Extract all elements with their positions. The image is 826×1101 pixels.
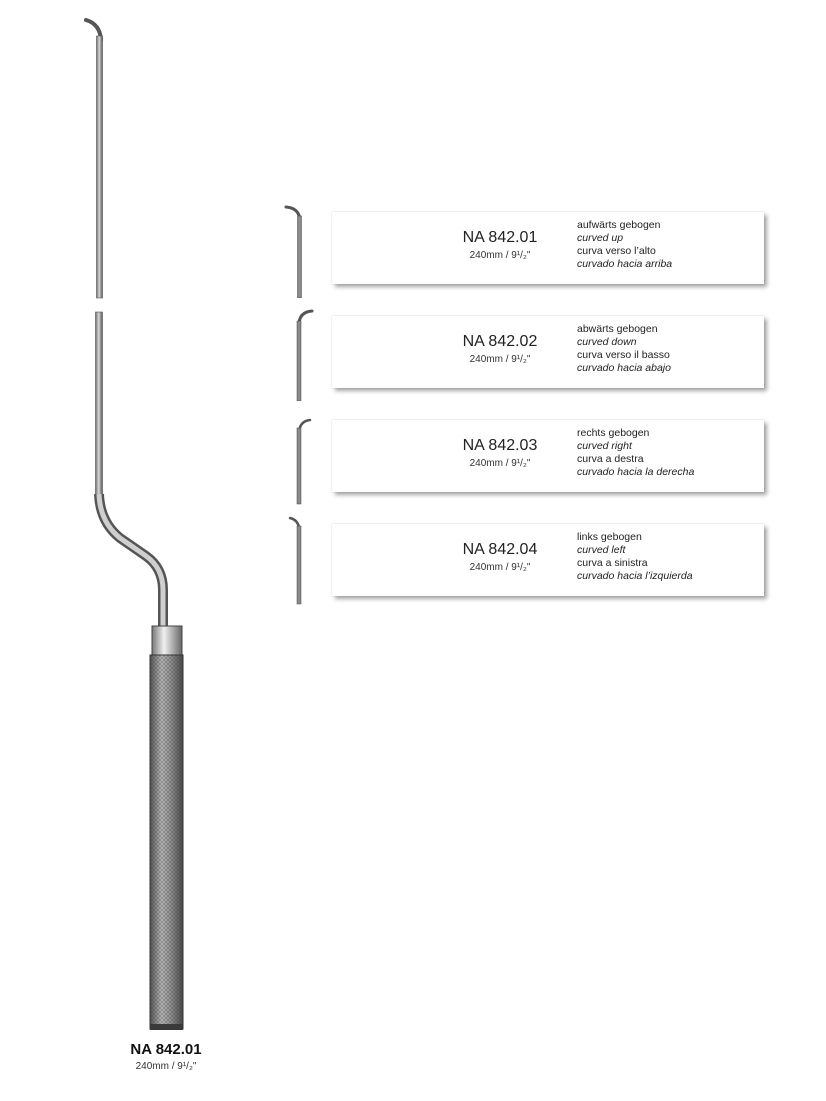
variant-size: 240mm / 9¹/₂"	[469, 250, 531, 261]
desc-it: curva verso l’alto	[577, 245, 656, 257]
desc-de: abwärts gebogen	[577, 323, 658, 335]
variant-description	[577, 323, 671, 375]
tip-curved-up-icon	[282, 202, 322, 298]
desc-de: rechts gebogen	[577, 427, 650, 439]
desc-es: curvado hacia abajo	[577, 362, 671, 374]
variant-card-1	[332, 212, 764, 284]
variant-code: NA 842.01	[462, 229, 538, 246]
tip-curved-left-icon	[282, 512, 322, 608]
variant-card-2	[332, 316, 764, 388]
desc-it: curva a sinistra	[577, 557, 648, 569]
desc-es: curvado hacia la derecha	[577, 466, 695, 478]
main-product-code: NA 842.01	[130, 1041, 202, 1058]
tip-curved-down-icon	[282, 305, 322, 401]
main-product-size: 240mm / 9¹/₂"	[135, 1061, 197, 1072]
variant-code: NA 842.02	[462, 333, 538, 350]
desc-es: curvado hacia arriba	[577, 258, 673, 270]
variant-description	[577, 219, 672, 271]
variant-size: 240mm / 9¹/₂"	[469, 562, 531, 573]
desc-de: aufwärts gebogen	[577, 219, 661, 231]
variant-description	[577, 531, 693, 583]
desc-de: links gebogen	[577, 531, 642, 543]
desc-en: curved up	[577, 232, 624, 244]
handle-collar	[152, 626, 182, 656]
tip-curved-right-icon	[282, 412, 322, 508]
variant-code: NA 842.03	[462, 437, 538, 454]
variant-code: NA 842.04	[462, 541, 538, 558]
desc-en: curved left	[577, 544, 626, 556]
upper-shaft	[97, 36, 103, 298]
variant-description	[577, 427, 694, 479]
lower-shaft	[96, 312, 103, 496]
desc-it: curva verso il basso	[577, 349, 670, 361]
variant-card-3	[332, 420, 764, 492]
variant-size: 240mm / 9¹/₂"	[469, 354, 531, 365]
variant-card-4	[332, 524, 764, 596]
variant-size: 240mm / 9¹/₂"	[469, 458, 531, 469]
desc-es: curvado hacia l’izquierda	[577, 570, 693, 582]
desc-en: curved down	[577, 336, 637, 348]
desc-it: curva a destra	[577, 453, 644, 465]
desc-en: curved right	[577, 440, 632, 452]
